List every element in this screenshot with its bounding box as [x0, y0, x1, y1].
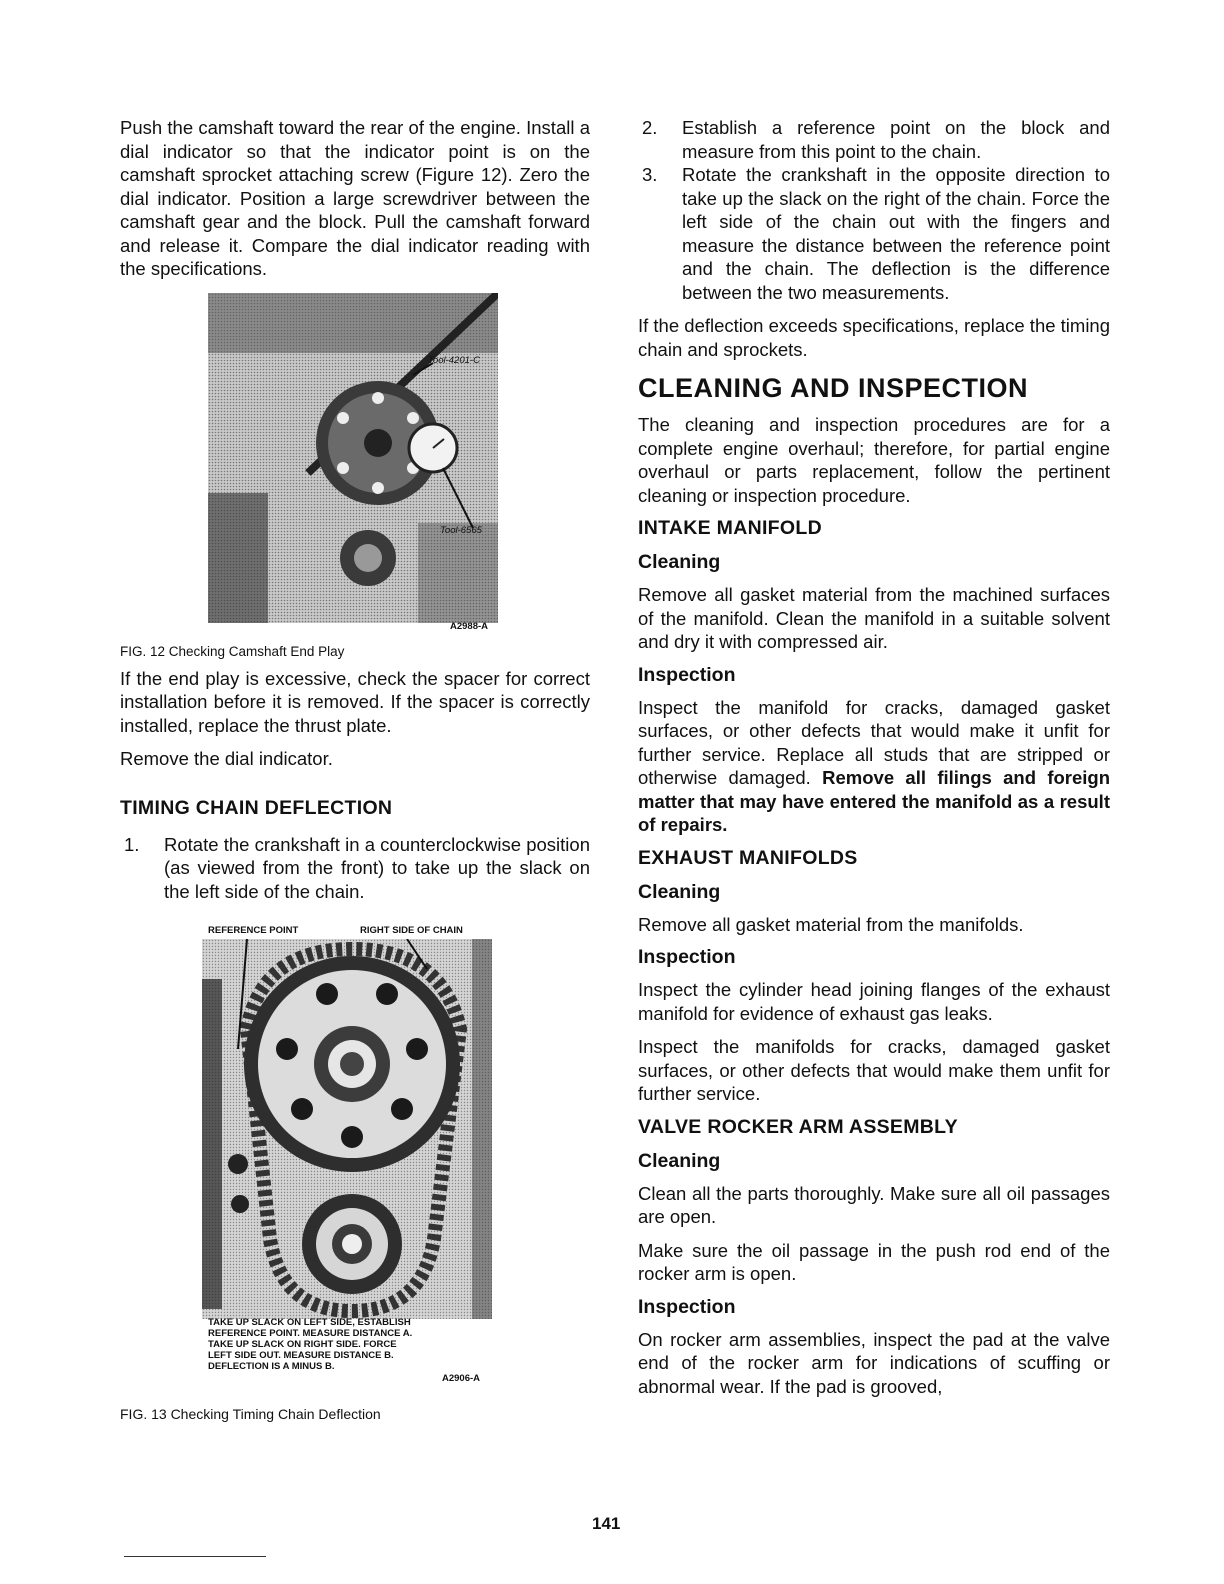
- timing-chain-photo: [202, 939, 492, 1319]
- intake-inspection-heading: Inspection: [638, 663, 736, 686]
- step-2-number: 2.: [642, 117, 658, 138]
- cleaning-intro-paragraph: The cleaning and inspection procedures are for a complete engine overhaul; therefore, for partial engine overhaul or parts replacement, follow the pertinent cleaning or inspection procedure.: [638, 414, 1110, 506]
- right-side-of-chain-label: RIGHT SIDE OF CHAIN: [360, 925, 463, 936]
- tool-4201-label: Tool-4201-C: [428, 354, 480, 366]
- valve-rocker-heading: VALVE ROCKER ARM ASSEMBLY: [638, 1115, 958, 1138]
- figure-13-caption: FIG. 13 Checking Timing Chain Deflection: [120, 1406, 381, 1422]
- timing-steps-left: [120, 833, 590, 904]
- intake-inspection-text: Inspect the manifold for cracks, damaged gasket surfaces, or other defects that would make it unfit for further service. Replace all studs that are stripped or otherwise damaged.: [638, 696, 1110, 788]
- exhaust-cleaning-heading: Cleaning: [638, 880, 721, 903]
- deflection-paragraph: If the deflection exceeds specifications, replace the timing chain and sprockets.: [638, 315, 1111, 360]
- cleaning-inspection-heading: CLEANING AND INSPECTION: [638, 373, 1029, 403]
- figure-12-code: A2988-A: [450, 620, 489, 632]
- tool-6565-label: Tool-6565: [440, 524, 482, 536]
- step-2: [638, 116, 1110, 163]
- page-number: 141: [592, 1514, 621, 1533]
- figure-13-code: A2906-A: [442, 1373, 481, 1384]
- exhaust-inspection-paragraph-2: Inspect the manifolds for cracks, damaged gasket surfaces, or other defects that would make them unfit for further service.: [638, 1036, 1110, 1104]
- left-column: [120, 116, 590, 1423]
- exhaust-inspection-heading: Inspection: [638, 946, 736, 968]
- intake-manifold-heading: INTAKE MANIFOLD: [638, 517, 822, 539]
- intake-cleaning-heading: Cleaning: [638, 551, 721, 573]
- reference-point-label: REFERENCE POINT: [208, 925, 299, 936]
- intake-inspection-warning: Remove all filings and foreign matter that may have entered the manifold as a result of repairs.: [638, 767, 1111, 835]
- step-1: [120, 833, 590, 904]
- figure-12-caption: FIG. 12 Checking Camshaft End Play: [120, 643, 345, 659]
- valve-inspection-paragraph: On rocker arm assemblies, inspect the pad at the valve end of the rocker arm for indications of scuffing or abnormal wear. If the pad is grooved,: [638, 1328, 1110, 1397]
- timing-chain-heading: TIMING CHAIN DEFLECTION: [120, 796, 393, 819]
- exhaust-manifolds-heading: EXHAUST MANIFOLDS: [638, 846, 858, 869]
- step-1-number: 1.: [124, 833, 140, 855]
- step-1-text: Rotate the crankshaft in a counterclockwise position (as viewed from the front) to take up the slack on the left side of the chain.: [164, 833, 590, 902]
- right-column: [638, 116, 1110, 1398]
- step-3: [638, 163, 1110, 304]
- timing-steps-right: [638, 116, 1110, 304]
- note-line-5: DEFLECTION IS A MINUS B.: [208, 1361, 335, 1372]
- valve-inspection-heading: Inspection: [638, 1295, 736, 1318]
- end-play-paragraph: If the end play is excessive, check the spacer for correct installation before it is removed. If the spacer is correctly installed, replace the thrust plate.: [120, 667, 590, 736]
- camshaft-intro-paragraph: Push the camshaft toward the rear of the engine. Install a dial indicator so that the indicator point is on the camshaft sprocket attaching screw (Figure 12). Zero the dial indicator. Position a large screwdriver between the camshaft gear and the block. Pull the camshaft forward and release it. Compare the dial indicator reading with the specifications.: [120, 117, 590, 279]
- camshaft-end-play-photo: [208, 293, 498, 623]
- note-line-3: TAKE UP SLACK ON RIGHT SIDE. FORCE: [208, 1339, 397, 1350]
- valve-cleaning-heading: Cleaning: [638, 1149, 721, 1172]
- step-3-text: Rotate the crankshaft in the opposite direction to take up the slack on the right of the chain. Force the left side of the chain out with the fingers and measure the distance between the reference point and the chain. The deflection is the difference between the two measurements.: [682, 164, 1110, 303]
- figure-13: [120, 925, 590, 1405]
- note-line-1: TAKE UP SLACK ON LEFT SIDE, ESTABLISH: [208, 1317, 411, 1328]
- valve-cleaning-paragraph-1: Clean all the parts thoroughly. Make sure all oil passages are open.: [638, 1182, 1110, 1227]
- note-line-4: LEFT SIDE OUT. MEASURE DISTANCE B.: [208, 1350, 394, 1361]
- exhaust-cleaning-paragraph: Remove all gasket material from the manifolds.: [638, 913, 1024, 935]
- intake-inspection-paragraph: [638, 696, 1110, 837]
- step-3-number: 3.: [642, 164, 658, 185]
- valve-cleaning-paragraph-2: Make sure the oil passage in the push rod end of the rocker arm is open.: [638, 1239, 1110, 1284]
- intake-cleaning-paragraph: Remove all gasket material from the machined surfaces of the manifold. Clean the manifold in a suitable solvent and dry it with compressed air.: [638, 584, 1110, 652]
- step-2-text: Establish a reference point on the block and measure from this point to the chain.: [682, 117, 1110, 162]
- exhaust-inspection-paragraph-1: Inspect the cylinder head joining flanges of the exhaust manifold for evidence of exhaust gas leaks.: [638, 979, 1110, 1024]
- figure-12: [120, 293, 590, 643]
- note-line-2: REFERENCE POINT. MEASURE DISTANCE A.: [208, 1328, 413, 1339]
- remove-indicator-paragraph: Remove the dial indicator.: [120, 748, 333, 769]
- figure-13-notes: [208, 1317, 412, 1372]
- footer-rule: [124, 1556, 266, 1557]
